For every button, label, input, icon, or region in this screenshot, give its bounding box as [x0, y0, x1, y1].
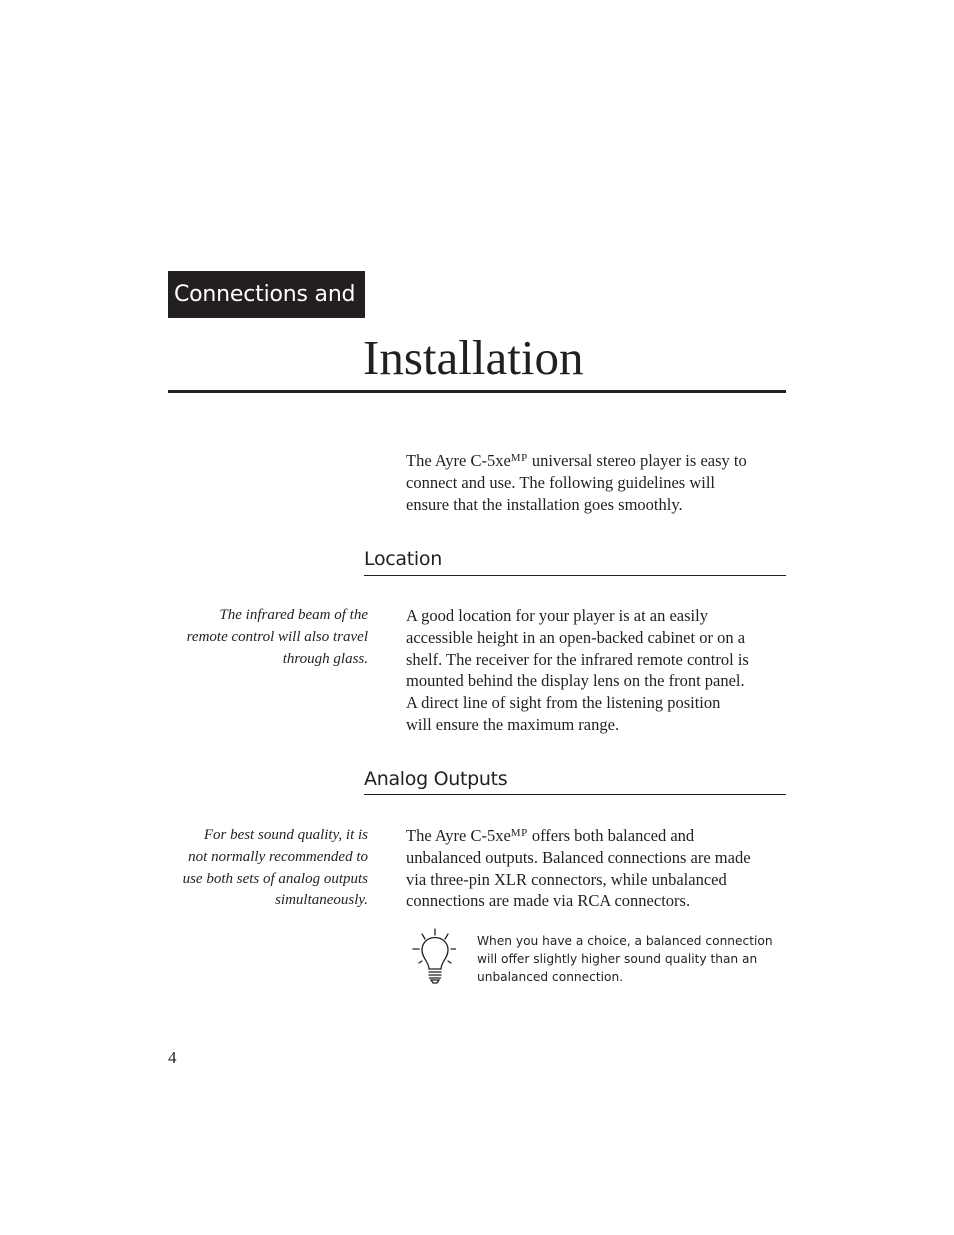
- intro-paragraph: [406, 450, 786, 515]
- body-line: via three-pin XLR connectors, while unbalanced: [406, 869, 727, 889]
- title-rule: [168, 390, 786, 393]
- analog-outputs-paragraph: [406, 825, 786, 912]
- body-line: connections are made via RCA connectors.: [406, 891, 691, 911]
- section-heading-location: Location: [364, 546, 786, 576]
- body-line: accessible height in an open-backed cabinet or on a: [406, 627, 746, 647]
- body-line: [406, 825, 786, 847]
- body-line: mounted behind the display lens on the front panel.: [406, 671, 745, 691]
- model-superscript: MP: [510, 452, 528, 464]
- sidenote-line: remote control will also travel: [186, 628, 368, 645]
- tip-line: When you have a choice, a balanced connection: [477, 934, 773, 948]
- intro-line-1-pre: The Ayre C-5xe: [406, 451, 511, 470]
- intro-line-1-post: universal stereo player is easy to: [527, 451, 747, 470]
- intro-line-3: ensure that the installation goes smoothly.: [406, 494, 683, 514]
- page-title: Installation: [363, 330, 584, 385]
- model-superscript: MP: [510, 827, 528, 839]
- intro-line-1: [406, 450, 786, 472]
- sidenote-location: [160, 605, 368, 670]
- sidenote-line: through glass.: [282, 650, 368, 667]
- body-line: unbalanced outputs. Balanced connections are made: [406, 847, 751, 867]
- tip-line: unbalanced connection.: [477, 970, 624, 984]
- body-line: shelf. The receiver for the infrared remote control is: [406, 649, 749, 669]
- lightbulb-icon: [410, 928, 456, 986]
- sidenote-line: simultaneously.: [275, 892, 368, 909]
- intro-line-2: connect and use. The following guidelines will: [406, 472, 716, 492]
- location-paragraph: [406, 605, 786, 736]
- section-heading-analog-outputs: Analog Outputs: [364, 766, 786, 795]
- body-line: A good location for your player is at an easily: [406, 606, 708, 625]
- tip-text: [477, 932, 787, 986]
- body-line: A direct line of sight from the listening position: [406, 693, 721, 713]
- sidenote-line: The infrared beam of the: [219, 607, 368, 623]
- chapter-tab: Connections and: [168, 271, 365, 318]
- sidenote-line: not normally recommended to: [188, 848, 368, 865]
- page-number: 4: [168, 1048, 177, 1067]
- body-line-pre: The Ayre C-5xe: [406, 826, 511, 845]
- tip-line: will offer slightly higher sound quality than an: [477, 952, 758, 966]
- sidenote-line: use both sets of analog outputs: [182, 870, 368, 887]
- body-line: will ensure the maximum range.: [406, 714, 620, 734]
- sidenote-analog-outputs: [160, 825, 368, 912]
- body-line-post: offers both balanced and: [527, 826, 695, 845]
- sidenote-line: For best sound quality, it is: [203, 827, 368, 843]
